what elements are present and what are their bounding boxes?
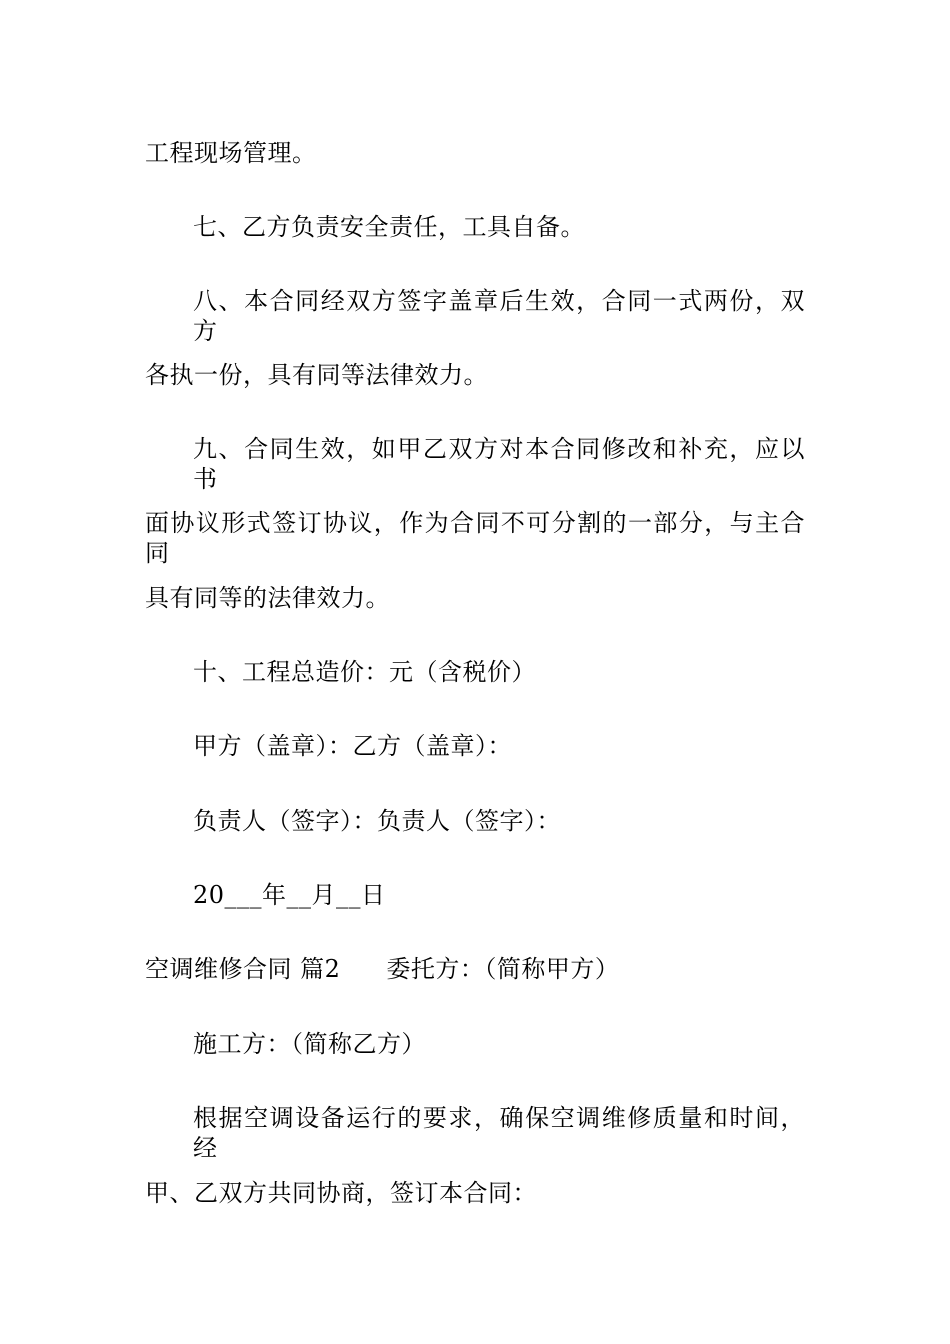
section-heading-line bbox=[145, 954, 619, 984]
paragraph-line: 负责人（签字）：负责人（签字）： bbox=[193, 807, 561, 835]
paragraph-line: 面协议形式签订协议，作为合同不可分割的一部分，与主合同 bbox=[145, 509, 805, 567]
paragraph-line: 十、工程总造价：元（含税价） bbox=[193, 658, 536, 686]
date-line: 20___年__月__日 bbox=[193, 881, 386, 909]
paragraph-line: 八、本合同经双方签字盖章后生效，合同一式两份，双方 bbox=[193, 287, 805, 345]
paragraph-line: 具有同等的法律效力。 bbox=[145, 584, 390, 612]
paragraph-line: 七、乙方负责安全责任，工具自备。 bbox=[193, 213, 585, 241]
paragraph-line: 施工方：（简称乙方） bbox=[193, 1030, 426, 1058]
section-heading: 空调维修合同 篇2 bbox=[145, 955, 341, 983]
paragraph-line: 甲方（盖章）：乙方（盖章）： bbox=[193, 732, 512, 760]
paragraph-line: 根据空调设备运行的要求，确保空调维修质量和时间，经 bbox=[193, 1104, 805, 1162]
paragraph-line: 各执一份，具有同等法律效力。 bbox=[145, 361, 488, 389]
section-heading-rest: 委托方：（简称甲方） bbox=[386, 955, 620, 983]
paragraph-line: 九、合同生效，如甲乙双方对本合同修改和补充，应以书 bbox=[193, 435, 805, 493]
paragraph-line: 甲、乙双方共同协商，签订本合同： bbox=[145, 1179, 537, 1207]
paragraph-line: 工程现场管理。 bbox=[145, 139, 317, 167]
